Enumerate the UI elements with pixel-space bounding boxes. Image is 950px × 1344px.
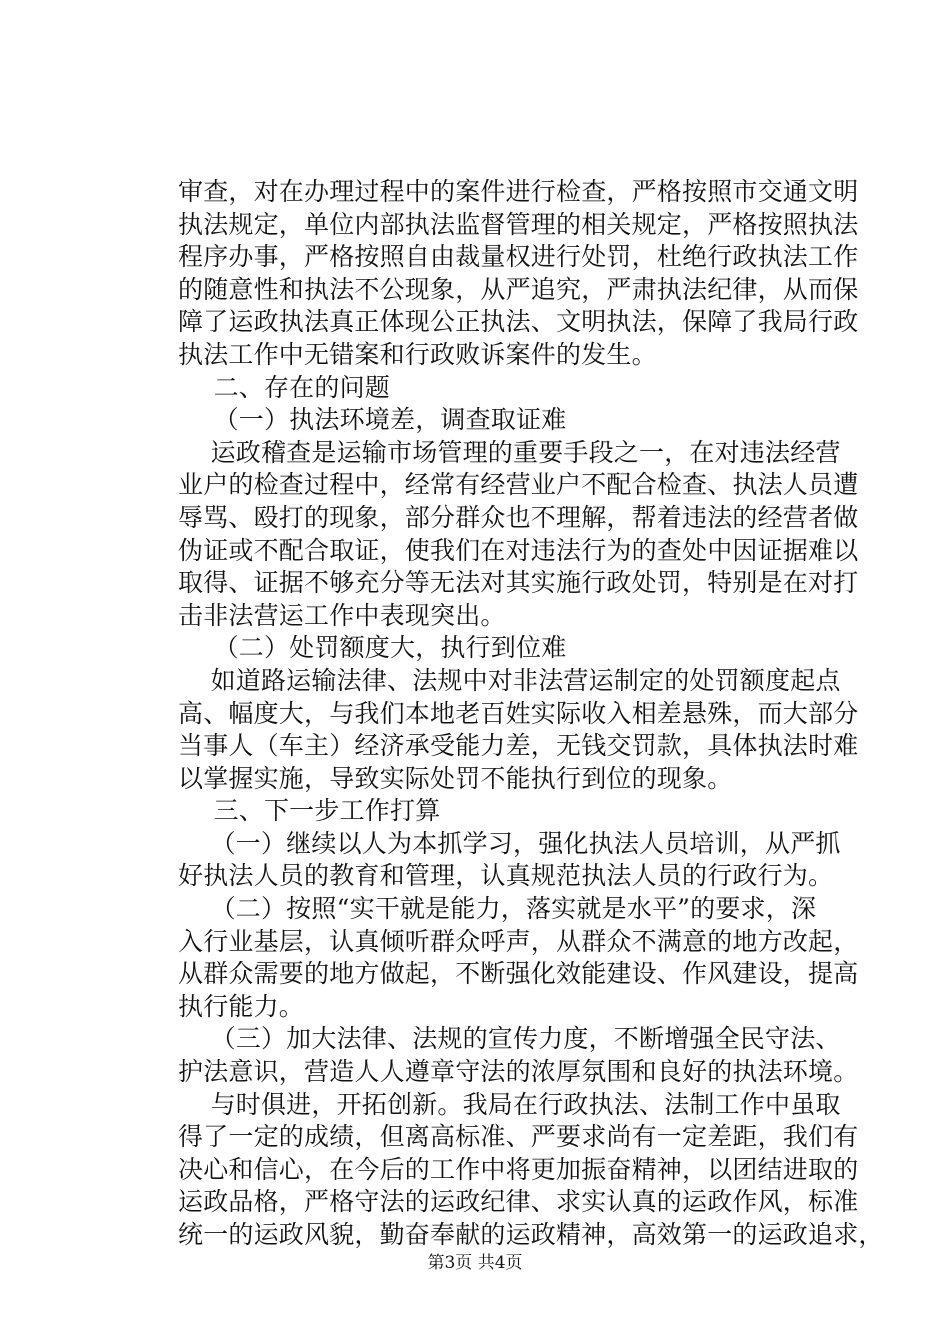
text-line: 从群众需要的地方做起，不断强化效能建设、作风建设，提高 [178,959,859,989]
text-line: 如道路运输法律、法规中对非法营运制定的处罚额度起点 [178,665,841,695]
text-line: 运政品格，严格守法的运政纪律、求实认真的运政作风，标准 [178,1187,859,1217]
text-line: 的随意性和执法不公现象，从严追究，严肃执法纪律，从而保 [178,274,859,304]
text-line: 执法规定，单位内部执法监督管理的相关规定，严格按照执法 [178,209,859,239]
subsection-heading: （一）执法环境差，调查取证难 [181,405,567,435]
text-line: 伪证或不配合取证，使我们在对违法行为的查处中因证据难以 [178,535,859,565]
text-line: 运政稽查是运输市场管理的重要手段之一，在对违法经营 [178,437,841,467]
text-line: 执行能力。 [178,991,305,1021]
section-heading: 二、存在的问题 [181,372,390,402]
text-line: （一）继续以人为本抓学习，强化执法人员培训，从严抓 [178,828,841,858]
text-line: 击非法营运工作中表现突出。 [178,600,506,630]
subsection-heading: （二）处罚额度大，执行到位难 [181,633,567,663]
text-line: 高、幅度大，与我们本地老百姓实际收入相差悬殊，而大部分 [178,698,859,728]
text-line: 与时俱进，开拓创新。我局在行政执法、法制工作中虽取 [178,1089,841,1119]
text-line: 入行业基层，认真倾听群众呼声，从群众不满意的地方改起， [178,926,859,956]
text-line: 取得、证据不够充分等无法对其实施行政处罚，特别是在对打 [178,568,859,598]
text-line: 审查，对在办理过程中的案件进行检查，严格按照市交通文明 [178,177,859,206]
document-body [178,176,884,1252]
text-line: 辱骂、殴打的现象，部分群众也不理解，帮着违法的经营者做 [178,502,859,532]
text-line: 决心和信心，在今后的工作中将更加振奋精神，以团结进取的 [178,1154,859,1184]
text-line: 障了运政执法真正体现公正执法、文明执法，保障了我局行政 [178,307,859,337]
text-line: 程序办事，严格按照自由裁量权进行处罚，杜绝行政执法工作 [178,242,859,272]
text-line: 得了一定的成绩，但离高标准、严要求尚有一定差距，我们有 [178,1122,859,1152]
page-footer [0,1252,950,1274]
text-line: 护法意识，营造人人遵章守法的浓厚氛围和良好的执法环境。 [178,1057,859,1087]
page-number-label: 第3页 共4页 [427,1253,523,1273]
text-line: （二）按照“实干就是能力，落实就是水平”的要求，深 [178,894,817,924]
text-line: 业户的检查过程中，经常有经营业户不配合检查、执法人员遭 [178,470,859,500]
text-line: 好执法人员的教育和管理，认真规范执法人员的行政行为。 [178,861,834,891]
text-line: （三）加大法律、法规的宣传力度，不断增强全民守法、 [178,1024,841,1054]
section-heading: 三、下一步工作打算 [181,796,441,826]
text-line: 以掌握实施，导致实际处罚不能执行到位的现象。 [178,763,733,793]
text-line: 当事人（车主）经济承受能力差，无钱交罚款，具体执法时难 [178,731,859,761]
text-line: 统一的运政风貌，勤奋奉献的运政精神，高效第一的运政追求， [178,1220,884,1249]
text-line: 执法工作中无错案和行政败诉案件的发生。 [178,339,657,369]
